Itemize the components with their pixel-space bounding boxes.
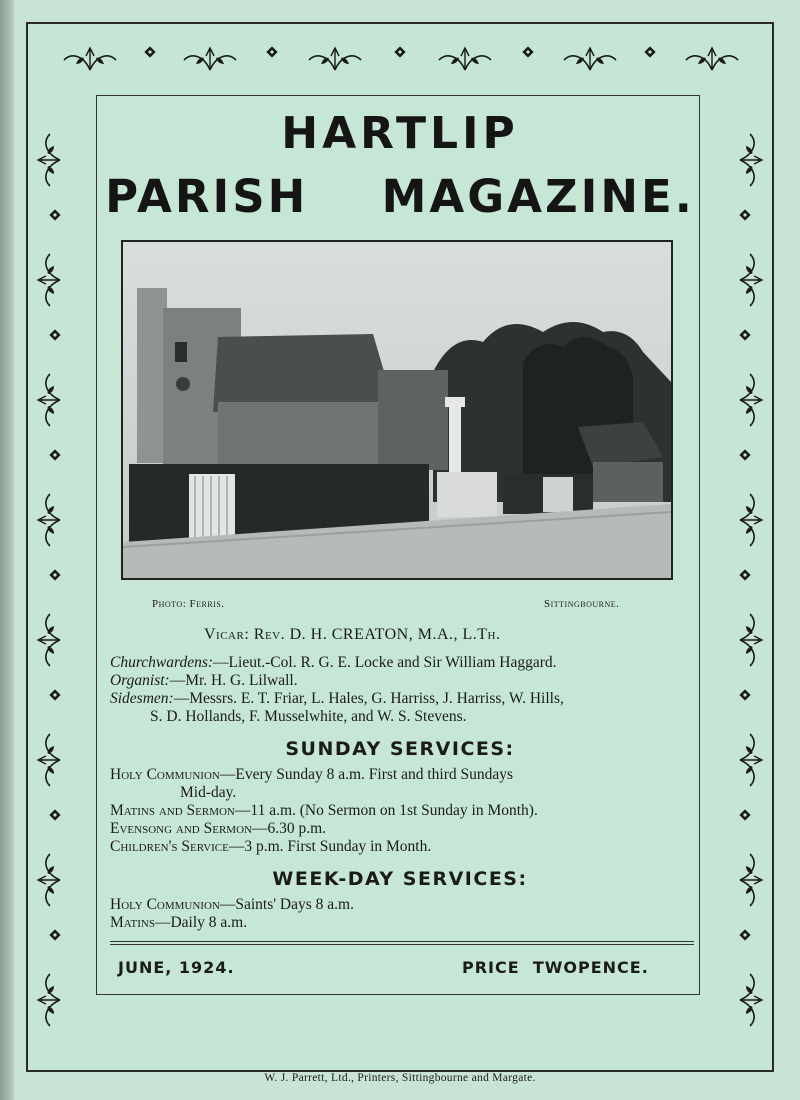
printer-imprint: W. J. Parrett, Ltd., Printers, Sittingbourne and Margate. — [264, 1072, 536, 1084]
sunday-evensong-value: —6.30 p.m. — [251, 820, 327, 837]
sunday-evensong-label: Evensong and Sermon — [110, 820, 252, 837]
organist-label: Organist: — [110, 672, 170, 689]
churchwardens-value: —Lieut.-Col. R. G. E. Locke and Sir William Haggard. — [213, 654, 557, 671]
sunday-matins-line — [110, 802, 538, 820]
churchwardens-line — [110, 654, 557, 672]
right-border-column — [739, 134, 762, 1026]
issue-date: JUNE, 1924. — [118, 958, 235, 977]
photo-credit-right: Sittingbourne. — [544, 598, 620, 610]
sunday-holy-communion-line — [110, 766, 513, 784]
weekday-holy-communion-line — [110, 896, 354, 914]
weekday-services-heading: WEEK-DAY SERVICES: — [272, 868, 528, 890]
organist-line — [110, 672, 298, 690]
sidesmen-continued-line: S. D. Hollands, F. Musselwhite, and W. S. Stevens. — [150, 708, 467, 725]
sunday-matins-value: —11 a.m. (No Sermon on 1st Sunday in Month). — [234, 802, 538, 819]
sunday-holy-communion-value: —Every Sunday 8 a.m. First and third Sundays — [219, 766, 514, 783]
sunday-children-line — [110, 838, 431, 856]
sidesmen-label: Sidesmen: — [110, 690, 174, 707]
masthead-title-line-1: HARTLIP — [281, 108, 519, 159]
masthead-title-line-2: PARISH MAGAZINE. — [105, 170, 695, 223]
organist-value: —Mr. H. G. Lilwall. — [169, 672, 298, 689]
church-photograph — [121, 240, 673, 580]
weekday-matins-label: Matins — [110, 914, 155, 931]
sunday-holy-communion-continued: Mid-day. — [180, 784, 237, 801]
left-border-column — [38, 134, 61, 1026]
weekday-holy-communion-value: —Saints' Days 8 a.m. — [219, 896, 354, 913]
double-rule-divider — [110, 941, 694, 945]
weekday-matins-value: —Daily 8 a.m. — [154, 914, 248, 931]
weekday-holy-communion-label: Holy Communion — [110, 896, 220, 913]
vicar-line — [204, 626, 501, 644]
photo-credit-left: Photo: Ferris. — [152, 598, 225, 610]
sunday-matins-label: Matins and Sermon — [110, 802, 235, 819]
sidesmen-line — [110, 690, 564, 708]
sunday-holy-communion-label: Holy Communion — [110, 766, 220, 783]
sunday-children-label: Children's Service — [110, 838, 229, 855]
sidesmen-value-1: —Messrs. E. T. Friar, L. Hales, G. Harriss, J. Harriss, W. Hills, — [173, 690, 564, 707]
vicar-label: Vicar: — [204, 626, 250, 643]
sunday-services-heading: SUNDAY SERVICES: — [285, 738, 515, 760]
churchwardens-label: Churchwardens: — [110, 654, 214, 671]
issue-price: PRICE TWOPENCE. — [462, 958, 649, 977]
sunday-children-value: —3 p.m. First Sunday in Month. — [228, 838, 432, 855]
vicar-name: Rev. D. H. CREATON, M.A., L.Th. — [253, 626, 501, 643]
weekday-matins-line — [110, 914, 247, 932]
top-border-band — [64, 46, 738, 70]
sunday-evensong-line — [110, 820, 326, 838]
